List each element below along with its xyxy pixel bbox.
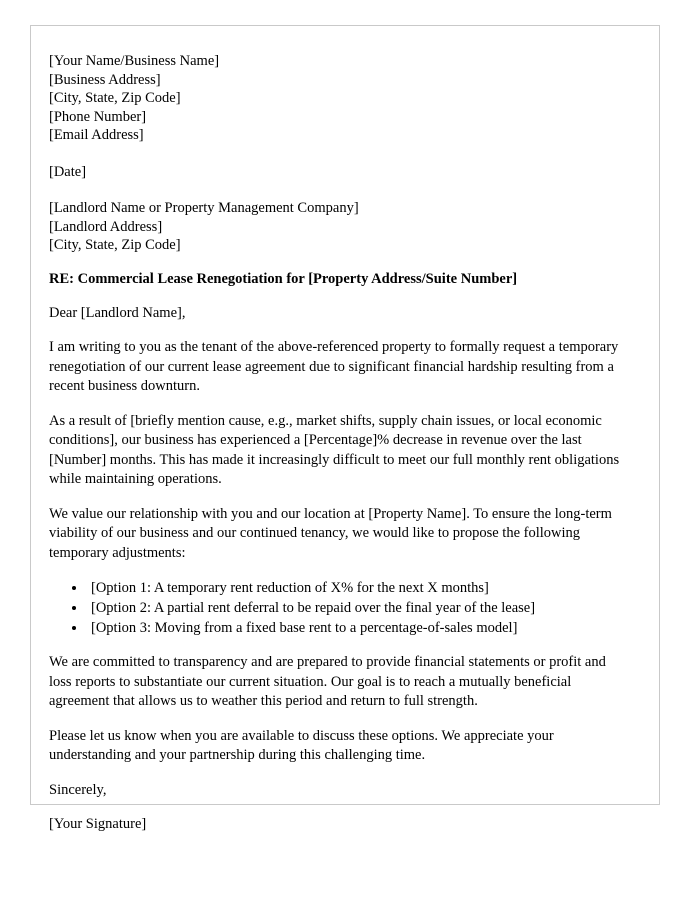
recipient-name-line: [Landlord Name or Property Management Company] [49,200,359,216]
letter-body [31,26,659,835]
paragraph-2: As a result of [briefly mention cause, e.g., market shifts, supply chain issues, or local economic conditions], our business has experienced a [Percentage]% decrease in revenue over the last [Number] months. This has made it increasingly difficult to meet our full monthly rent obligations while maintaining operations. [49,412,620,487]
paragraph-4: We are committed to transparency and are prepared to provide financial statements or profit and loss reports to substantiate our current situation. Our goal is to reach a mutually beneficial agreement that allows us to weather this period and return to full strength. [49,654,606,709]
paragraph-3: We value our relationship with you and our location at [Property Name]. To ensure the long-term viability of our business and our continued tenancy, we would like to propose the following temporary adjustments: [49,505,612,561]
spacer-5 [49,712,625,727]
paragraph-1: I am writing to you as the tenant of the above-referenced property to formally request a temporary renegotiation of our current lease agreement due to significant financial hardship resulting from a recent business downturn. [49,339,619,394]
spacer-2 [49,490,625,505]
list-item: • [Option 3: Moving from a fixed base rent to a percentage-of-sales model] [87,618,625,638]
recipient-address-line: [Landlord Address] [49,218,163,235]
sender-name-line: [Your Name/Business Name] [49,53,220,69]
sender-email-line: [Email Address] [49,127,144,143]
recipient-city-line: [City, State, Zip Code] [49,237,181,253]
sender-city-line: [City, State, Zip Code] [49,90,181,106]
spacer-6 [49,766,625,781]
sender-address-line: [Business Address] [49,71,161,88]
signature-line: [Your Signature] [49,816,147,832]
recipient-address-block [49,199,625,255]
salutation: Dear [Landlord Name], [49,304,186,321]
options-list [49,578,625,638]
spacer-4 [49,638,625,653]
spacer-3 [49,563,625,578]
sender-address-block [49,52,625,145]
date-line: [Date] [49,163,87,180]
subject-line: RE: Commercial Lease Renegotiation for [Property Address/Suite Number] [49,270,518,287]
spacer-7 [49,800,625,815]
sender-phone-line: [Phone Number] [49,108,147,125]
closing: Sincerely, [49,781,107,798]
paragraph-5: Please let us know when you are available to discuss these options. We appreciate your understanding and your partnership during this challenging time. [49,727,554,763]
list-item: • [Option 1: A temporary rent reduction of X% for the next X months] [87,578,625,598]
spacer-after-salutation [49,323,625,338]
spacer-after-recipient [49,255,625,270]
spacer-1 [49,397,625,412]
spacer-after-sender [49,145,625,163]
spacer-after-date [49,181,625,199]
spacer-after-subject [49,289,625,304]
document-page [30,25,660,832]
list-item: • [Option 2: A partial rent deferral to be repaid over the final year of the lease] [87,598,625,618]
